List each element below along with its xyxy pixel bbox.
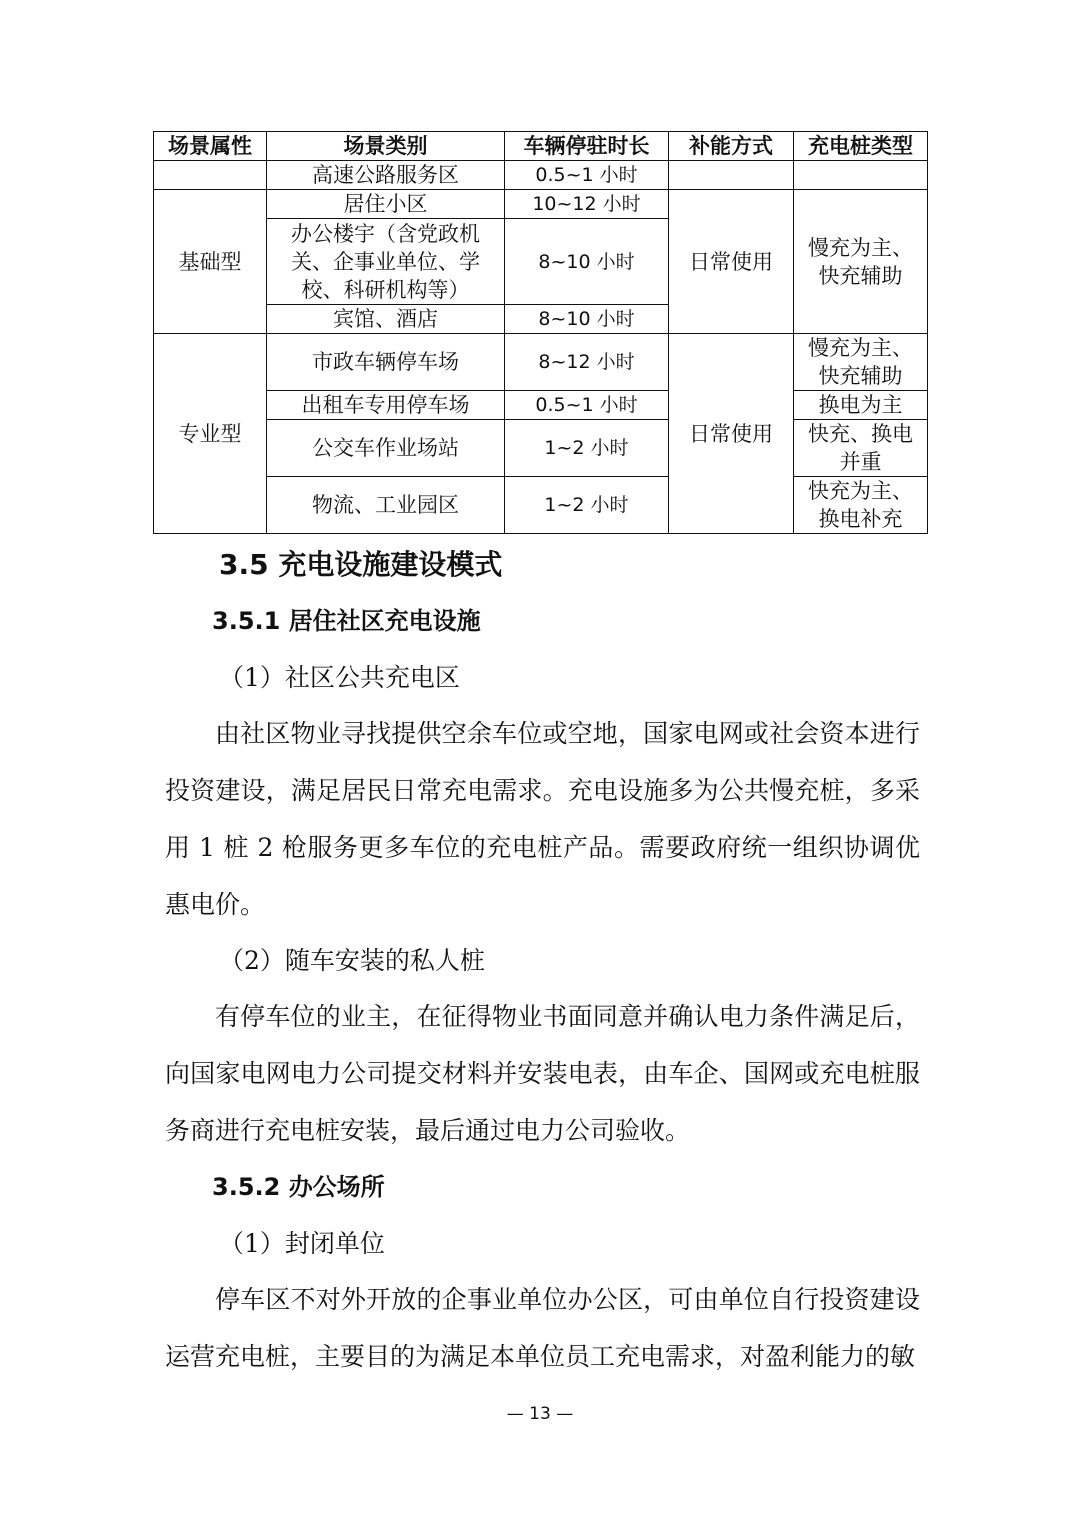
table-header-row — [154, 132, 928, 161]
table-row — [154, 190, 928, 219]
table-row — [154, 420, 928, 477]
header-duration: 车辆停驻时长 — [505, 132, 669, 161]
scenario-table — [153, 131, 928, 534]
cell-duration: 8~12 小时 — [505, 334, 669, 391]
header-pile-type: 充电桩类型 — [794, 132, 928, 161]
pile-type-text: 慢充为主、快充辅助 — [808, 235, 913, 288]
cell-category: 物流、工业园区 — [267, 477, 505, 534]
cell-method-basic: 日常使用 — [669, 190, 794, 334]
cell-attribute-special: 专业型 — [154, 334, 267, 534]
header-method: 补能方式 — [669, 132, 794, 161]
cell-category: 办公楼宇（含党政机关、企事业单位、学校、科研机构等） — [267, 219, 505, 305]
cell-pile-type: 换电为主 — [794, 391, 928, 420]
cell-category: 居住小区 — [267, 190, 505, 219]
cell-duration: 0.5~1 小时 — [505, 391, 669, 420]
item-heading-private-pile: （2）随车安装的私人桩 — [219, 946, 485, 975]
cell-attribute-basic: 基础型 — [154, 190, 267, 334]
cell-category: 市政车辆停车场 — [267, 334, 505, 391]
cell-duration: 1~2 小时 — [505, 477, 669, 534]
cell-duration: 8~10 小时 — [505, 305, 669, 334]
cell-duration: 8~10 小时 — [505, 219, 669, 305]
cell-category: 公交车作业场站 — [267, 420, 505, 477]
table-row — [154, 477, 928, 534]
header-attribute: 场景属性 — [154, 132, 267, 161]
section-heading-3-5: 3.5 充电设施建设模式 — [219, 548, 503, 581]
header-category: 场景类别 — [267, 132, 505, 161]
cell-pile-type-basic — [794, 190, 928, 334]
paragraph-community: 由社区物业寻找提供空余车位或空地，国家电网或社会资本进行投资建设，满足居民日常充电需求。充电设施多为公共慢充桩，多采用 1 桩 2 枪服务更多车位的充电桩产品。需要政府统一组织协调优惠电价。 — [165, 719, 920, 919]
cell-duration: 10~12 小时 — [505, 190, 669, 219]
table-row — [154, 391, 928, 420]
cell-empty — [794, 161, 928, 190]
cell-category: 宾馆、酒店 — [267, 305, 505, 334]
item-heading-closed-unit: （1）封闭单位 — [219, 1229, 385, 1258]
cell-pile-type: 快充、换电并重 — [794, 420, 928, 477]
cell-empty — [669, 161, 794, 190]
cell-category: 高速公路服务区 — [267, 161, 505, 190]
cell-empty — [154, 161, 267, 190]
cell-method-special: 日常使用 — [669, 334, 794, 534]
cell-category: 出租车专用停车场 — [267, 391, 505, 420]
cell-pile-type: 快充为主、换电补充 — [794, 477, 928, 534]
section-heading-3-5-1: 3.5.1 居住社区充电设施 — [212, 607, 481, 635]
item-heading-community: （1）社区公共充电区 — [219, 663, 460, 692]
table-row — [154, 334, 928, 391]
cell-duration: 0.5~1 小时 — [505, 161, 669, 190]
cell-pile-type: 慢充为主、快充辅助 — [794, 334, 928, 391]
paragraph-private-pile: 有停车位的业主，在征得物业书面同意并确认电力条件满足后，向国家电网电力公司提交材料并安装电表，由车企、国网或充电桩服务商进行充电桩安装，最后通过电力公司验收。 — [165, 1002, 920, 1145]
paragraph-closed-unit: 停车区不对外开放的企事业单位办公区，可由单位自行投资建设运营充电桩，主要目的为满足本单位员工充电需求，对盈利能力的敏 — [165, 1285, 920, 1371]
table-row — [154, 161, 928, 190]
section-heading-3-5-2: 3.5.2 办公场所 — [212, 1173, 385, 1201]
page-number: — 13 — — [506, 1404, 574, 1424]
cell-duration: 1~2 小时 — [505, 420, 669, 477]
